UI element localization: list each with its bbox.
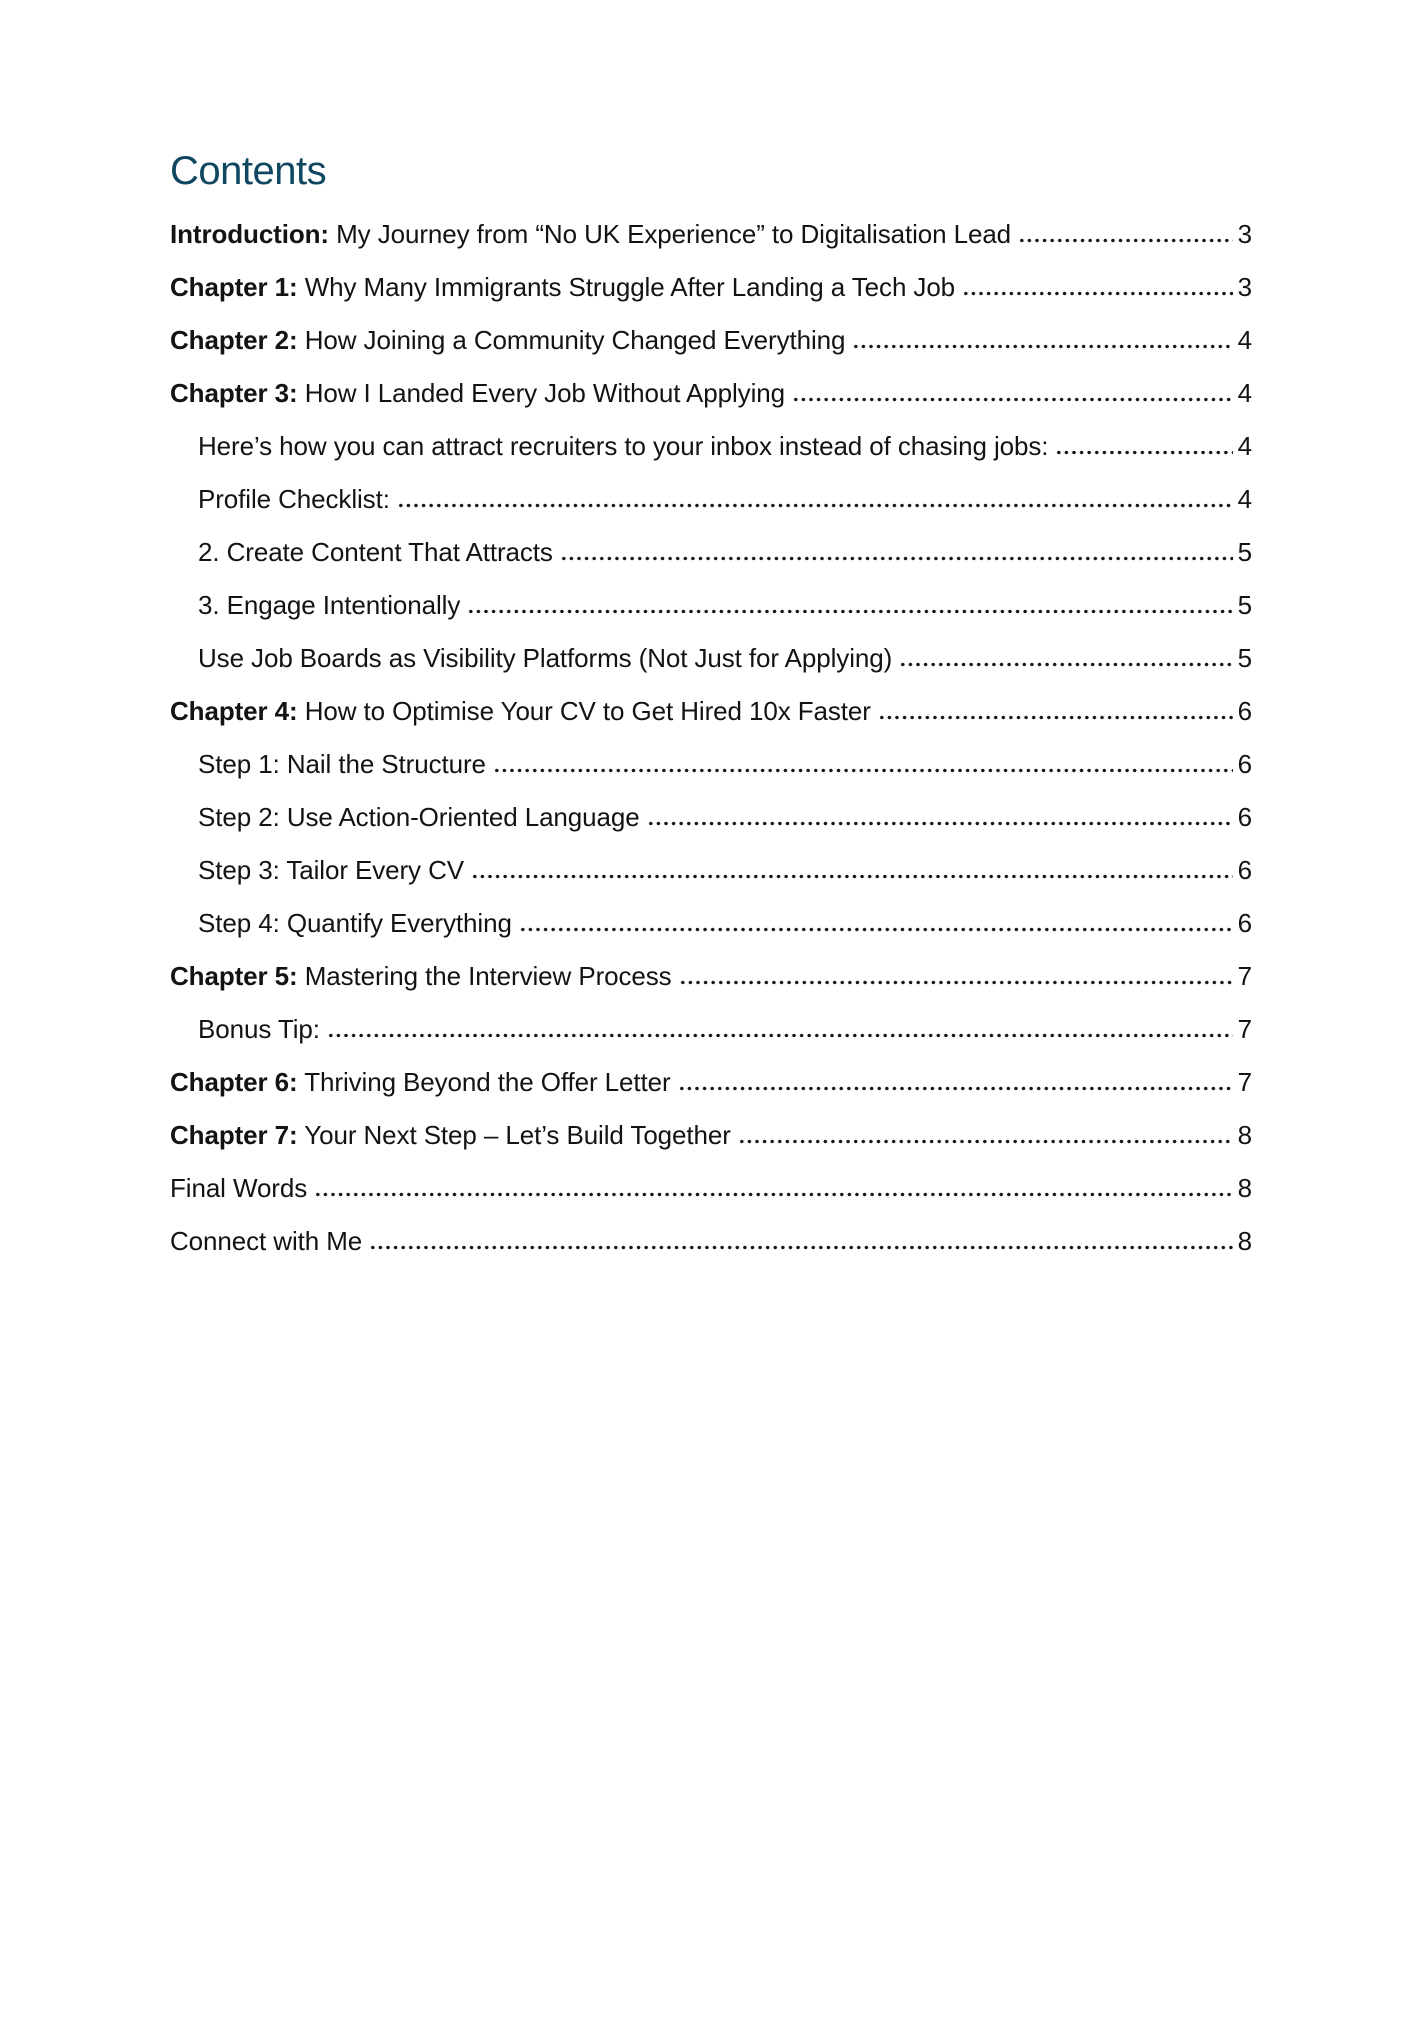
toc-page-number: 7 [1237, 1067, 1252, 1097]
toc-list [170, 220, 1252, 1255]
toc-entry[interactable] [170, 273, 1252, 301]
toc-page-number: 7 [1237, 961, 1252, 991]
toc-entry[interactable] [170, 379, 1252, 407]
toc-page-number: 3 [1237, 219, 1252, 249]
toc-dot-leader-icon [962, 291, 1233, 296]
toc-dot-leader-icon [471, 874, 1233, 879]
toc-dot-leader-icon [519, 927, 1233, 932]
toc-entry[interactable] [198, 803, 1252, 831]
contents-heading: Contents [170, 149, 327, 193]
toc-entry-label: Final Words [170, 1173, 308, 1203]
toc-page-number: 5 [1237, 537, 1252, 567]
toc-entry-label: Use Job Boards as Visibility Platforms (Not Just for Applying) [198, 643, 893, 673]
toc-dot-leader-icon [679, 980, 1233, 985]
toc-entry-prefix: Chapter 3: [170, 378, 298, 408]
toc-entry-label: Step 3: Tailor Every CV [198, 855, 465, 885]
toc-entry-prefix: Chapter 6: [170, 1067, 298, 1097]
toc-dot-leader-icon [878, 715, 1233, 720]
toc-entry-prefix: Chapter 2: [170, 325, 298, 355]
toc-entry-label: Chapter 7: Your Next Step – Let’s Build Together [170, 1120, 731, 1150]
toc-page-number: 4 [1237, 484, 1252, 514]
toc-entry[interactable] [170, 1227, 1252, 1255]
toc-entry[interactable] [198, 432, 1252, 460]
toc-entry[interactable] [170, 1121, 1252, 1149]
toc-dot-leader-icon [327, 1033, 1233, 1038]
toc-page-number: 4 [1237, 325, 1252, 355]
toc-page-number: 5 [1237, 643, 1252, 673]
toc-entry[interactable] [198, 750, 1252, 778]
toc-page-number: 4 [1237, 378, 1252, 408]
toc-dot-leader-icon [493, 768, 1233, 773]
toc-entry-label: Step 4: Quantify Everything [198, 908, 512, 938]
toc-entry[interactable] [170, 1174, 1252, 1202]
toc-dot-leader-icon [560, 556, 1233, 561]
toc-dot-leader-icon [792, 397, 1233, 402]
toc-entry[interactable] [198, 644, 1252, 672]
toc-dot-leader-icon [738, 1139, 1233, 1144]
toc-entry-label: Here’s how you can attract recruiters to your inbox instead of chasing jobs: [198, 431, 1049, 461]
toc-page-number: 5 [1237, 590, 1252, 620]
toc-entry[interactable] [198, 1015, 1252, 1043]
toc-entry[interactable] [170, 962, 1252, 990]
toc-dot-leader-icon [369, 1245, 1232, 1250]
toc-entry-label: Profile Checklist: [198, 484, 390, 514]
toc-dot-leader-icon [647, 821, 1233, 826]
toc-entry[interactable] [170, 326, 1252, 354]
toc-entry-label: Chapter 2: How Joining a Community Changed Everything [170, 325, 846, 355]
toc-entry[interactable] [198, 856, 1252, 884]
toc-dot-leader-icon [1055, 450, 1232, 455]
toc-dot-leader-icon [314, 1192, 1232, 1197]
toc-page-number: 7 [1237, 1014, 1252, 1044]
toc-entry[interactable] [170, 1068, 1252, 1096]
toc-entry-label: Chapter 6: Thriving Beyond the Offer Letter [170, 1067, 671, 1097]
toc-entry-label: Chapter 1: Why Many Immigrants Struggle After Landing a Tech Job [170, 272, 956, 302]
toc-page-number: 6 [1237, 855, 1252, 885]
toc-dot-leader-icon [467, 609, 1232, 614]
toc-page-number: 4 [1237, 431, 1252, 461]
toc-dot-leader-icon [1018, 238, 1233, 243]
toc-entry-label: Introduction: My Journey from “No UK Experience” to Digitalisation Lead [170, 219, 1012, 249]
toc-page-number: 6 [1237, 749, 1252, 779]
toc-entry-label: Chapter 5: Mastering the Interview Process [170, 961, 672, 991]
toc-entry-prefix: Introduction: [170, 219, 329, 249]
toc-entry[interactable] [198, 591, 1252, 619]
toc-entry-prefix: Chapter 5: [170, 961, 298, 991]
toc-entry[interactable] [198, 909, 1252, 937]
toc-entry-label: Step 2: Use Action-Oriented Language [198, 802, 640, 832]
toc-entry[interactable] [170, 697, 1252, 725]
toc-entry-label: Connect with Me [170, 1226, 363, 1256]
toc-dot-leader-icon [397, 503, 1233, 508]
toc-page-number: 6 [1237, 696, 1252, 726]
toc-entry[interactable] [170, 220, 1252, 248]
toc-dot-leader-icon [899, 662, 1232, 667]
toc-page-number: 8 [1237, 1173, 1252, 1203]
toc-page-number: 8 [1237, 1226, 1252, 1256]
toc-page-number: 8 [1237, 1120, 1252, 1150]
toc-entry-label: Step 1: Nail the Structure [198, 749, 486, 779]
toc-entry-label: Bonus Tip: [198, 1014, 320, 1044]
toc-dot-leader-icon [852, 344, 1232, 349]
toc-page-number: 3 [1237, 272, 1252, 302]
toc-entry-label: Chapter 4: How to Optimise Your CV to Get Hired 10x Faster [170, 696, 871, 726]
toc-entry-label: 2. Create Content That Attracts [198, 537, 553, 567]
toc-entry-label: 3. Engage Intentionally [198, 590, 461, 620]
toc-entry-prefix: Chapter 4: [170, 696, 298, 726]
toc-entry[interactable] [198, 538, 1252, 566]
toc-page-number: 6 [1237, 802, 1252, 832]
toc-entry[interactable] [198, 485, 1252, 513]
toc-entry-prefix: Chapter 1: [170, 272, 298, 302]
toc-entry-prefix: Chapter 7: [170, 1120, 298, 1150]
toc-page-number: 6 [1237, 908, 1252, 938]
toc-dot-leader-icon [678, 1086, 1233, 1091]
toc-entry-label: Chapter 3: How I Landed Every Job Without Applying [170, 378, 785, 408]
